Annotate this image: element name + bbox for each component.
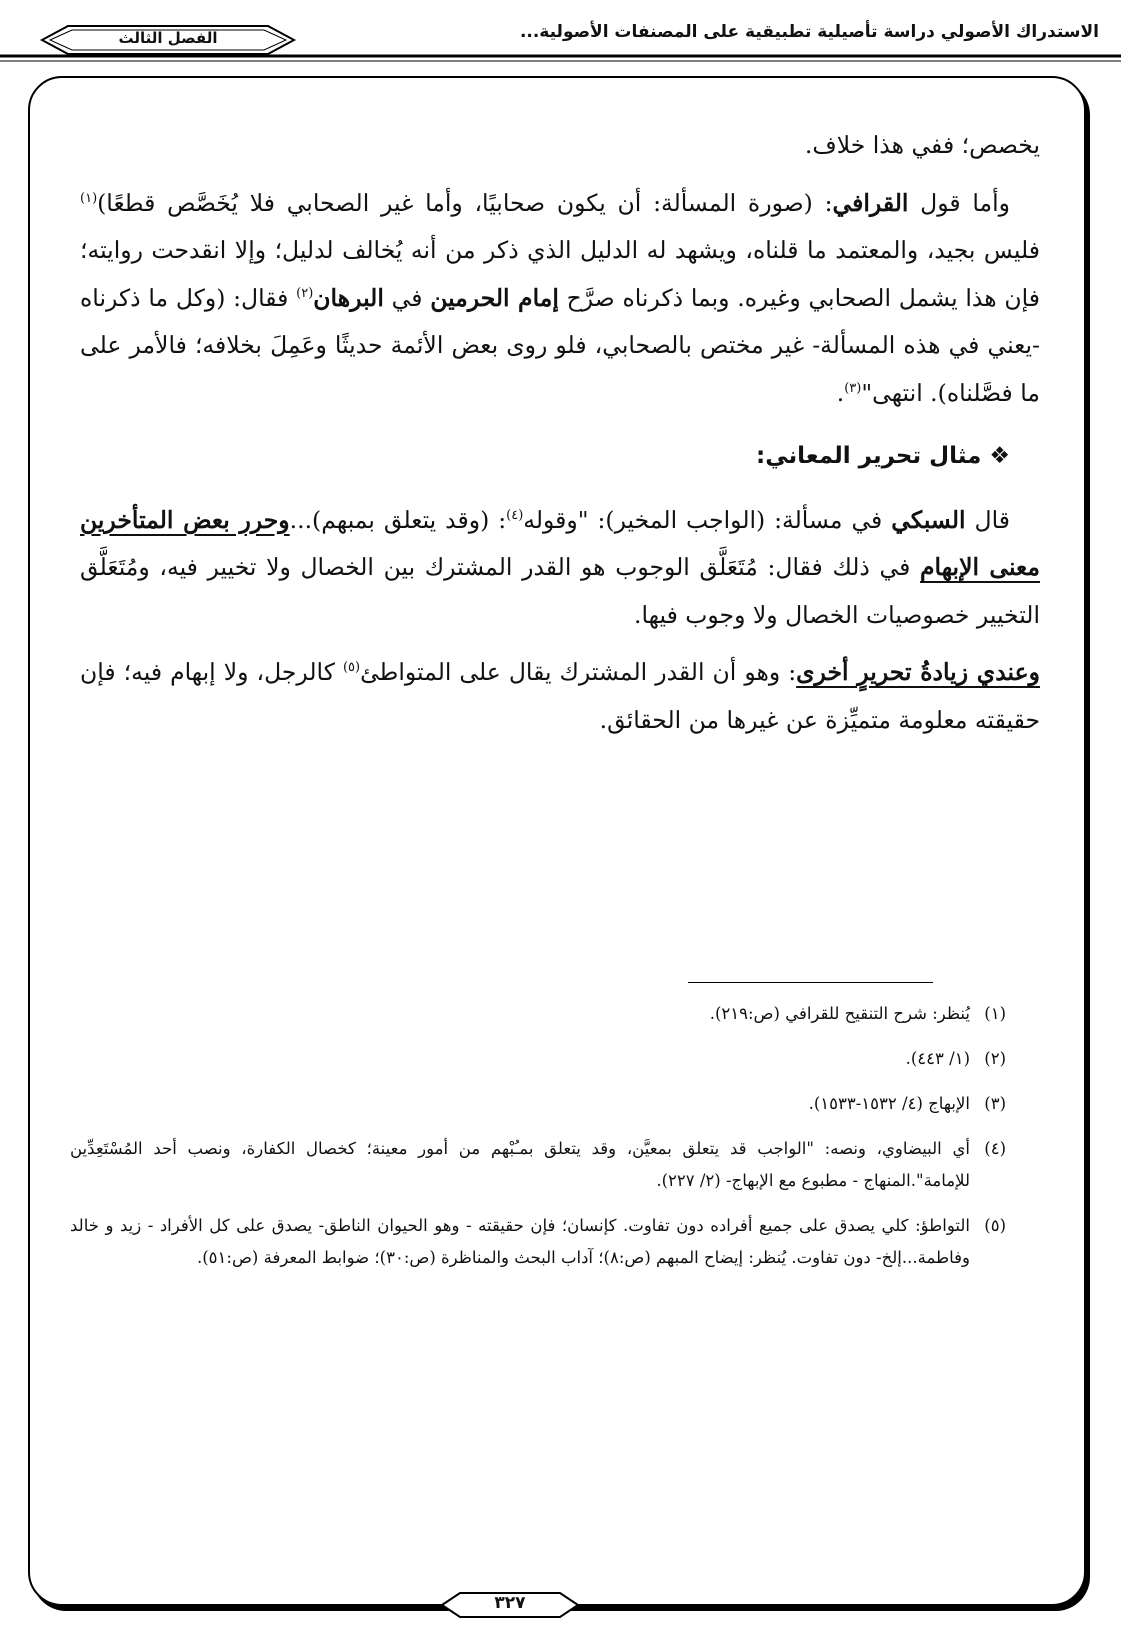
footnote-text: التواطؤ: كلي يصدق على جميع أفراده دون تفاوت. كإنسان؛ فإن حقيقته - وهو الحيوان الناطق- يصدق على كل الأفراد - زيد و خالد وفاطمة...إلخ- دون تفاوت. يُنظر: إيضاح المبهم (ص:٨)؛ آداب البحث والمناظرة (ص:٣٠)؛ ضوابط المعرفة (ص:٥١). (70, 1216, 970, 1267)
footnote-separator (688, 982, 933, 983)
section-heading: ❖ مثال تحرير المعاني: (756, 443, 1010, 469)
paragraph-4 (80, 649, 1040, 744)
paragraph-1: يخصص؛ ففي هذا خلاف. (804, 131, 1040, 159)
footnote-number: (٤) (984, 1139, 1006, 1158)
footnote-ref: (٣) (844, 380, 862, 396)
paragraph-2 (80, 180, 1040, 418)
footnote-text: أي البيضاوي، ونصه: "الواجب قد يتعلق بمعيَّن، وقد يتعلق بمـُبْهم من أمور معينة؛ كخصال الكفارة، ونصب أحد المُسْتَعِدِّين للإمامة".المنهاج - مطبوع مع الإبهاج- (٢/ ٢٢٧). (70, 1139, 970, 1190)
footnote-number: (٥) (984, 1216, 1006, 1235)
underlined-phrase: وحرر بعض المتأخرين معنى الإبهام (80, 505, 1040, 581)
book-title: البرهان (313, 283, 384, 312)
footnote-2 (70, 1043, 1006, 1075)
author-name: القرافي (832, 188, 909, 217)
text-run: قال (965, 505, 1010, 534)
footnote-text: (١/ ٤٤٣). (905, 1049, 970, 1068)
underlined-phrase: وعندي زيادةُ تحريرٍ أخرى (796, 658, 1040, 686)
text-run: في ذلك فقال: مُتَعَلَّق الوجوب هو القدر المشترك بين الخصال ولا تخيير فيه، ومُتَعَلَّق التخيير خصوصيات الخصال ولا وجوب فيها. (80, 553, 1040, 629)
text-run: : (صورة المسألة: أن يكون صحابيًا، وأما غير الصحابي فلا يُخَصَّص قطعًا) (97, 188, 833, 217)
footnote-ref: (١) (80, 190, 98, 206)
text-run: وأما قول (908, 188, 1010, 217)
footnote-ref: (٤) (506, 507, 524, 523)
footnote-text: يُنظر: شرح التنقيح للقرافي (ص:٢١٩). (709, 1004, 970, 1023)
paragraph-3 (80, 497, 1040, 640)
footnote-number: (٢) (984, 1049, 1006, 1068)
footnote-number: (٣) (984, 1094, 1006, 1113)
chapter-label: الفصل الثالث (118, 29, 218, 47)
text-run: فليس بجيد، والمعتمد ما قلناه، ويشهد له الدليل الذي ذكر من أنه يُخالف لدليل؛ وإلا انقدحت روايته؛ فإن هذا يشمل الصحابي وغيره. وبما ذكرناه صرَّح (80, 236, 1041, 312)
footnote-ref: (٢) (296, 285, 314, 301)
author-name: إمام الحرمين (430, 283, 559, 312)
header-rule (0, 54, 1121, 64)
text-run: في (383, 283, 431, 312)
main-text (80, 122, 1040, 744)
text-run: : وهو أن القدر المشترك يقال على المتواطئ (360, 658, 797, 686)
page-number-badge (440, 1590, 580, 1620)
running-title: الاستدراك الأصولي دراسة تأصيلية تطبيقية على المصنفات الأصولية... (519, 22, 1099, 42)
text-run: في مسألة: (الواجب المخير): "وقوله (523, 505, 892, 534)
footnote-3 (70, 1088, 1006, 1120)
text-run: فقال: (وكل ما ذكرناه -يعني في هذه المسألة- غير مختص بالصحابي، فلو روى بعض الأئمة حديثًا وعَمِلَ بخلافه؛ فالأمر على ما فصَّلناه). انتهى" (80, 283, 1040, 407)
footnote-4 (70, 1133, 1006, 1197)
text-run: كالرجل، ولا إبهام فيه؛ فإن حقيقته معلومة متميِّزة عن غيرها من الحقائق. (80, 658, 1040, 734)
footnote-number: (١) (984, 1004, 1006, 1023)
footnotes (70, 998, 1006, 1287)
text-run: : (وقد يتعلق بمبهم)... (289, 505, 507, 534)
footnote-text: الإبهاج (٤/ ١٥٣٢-١٥٣٣). (808, 1094, 970, 1113)
page-number: ٣٢٧ (494, 1593, 526, 1613)
footnote-1 (70, 998, 1006, 1030)
footnote-ref: (٥) (342, 660, 361, 676)
footnote-5 (70, 1210, 1006, 1274)
text-run: . (836, 378, 845, 407)
author-name: السبكي (891, 505, 966, 534)
chapter-tab (38, 22, 298, 56)
